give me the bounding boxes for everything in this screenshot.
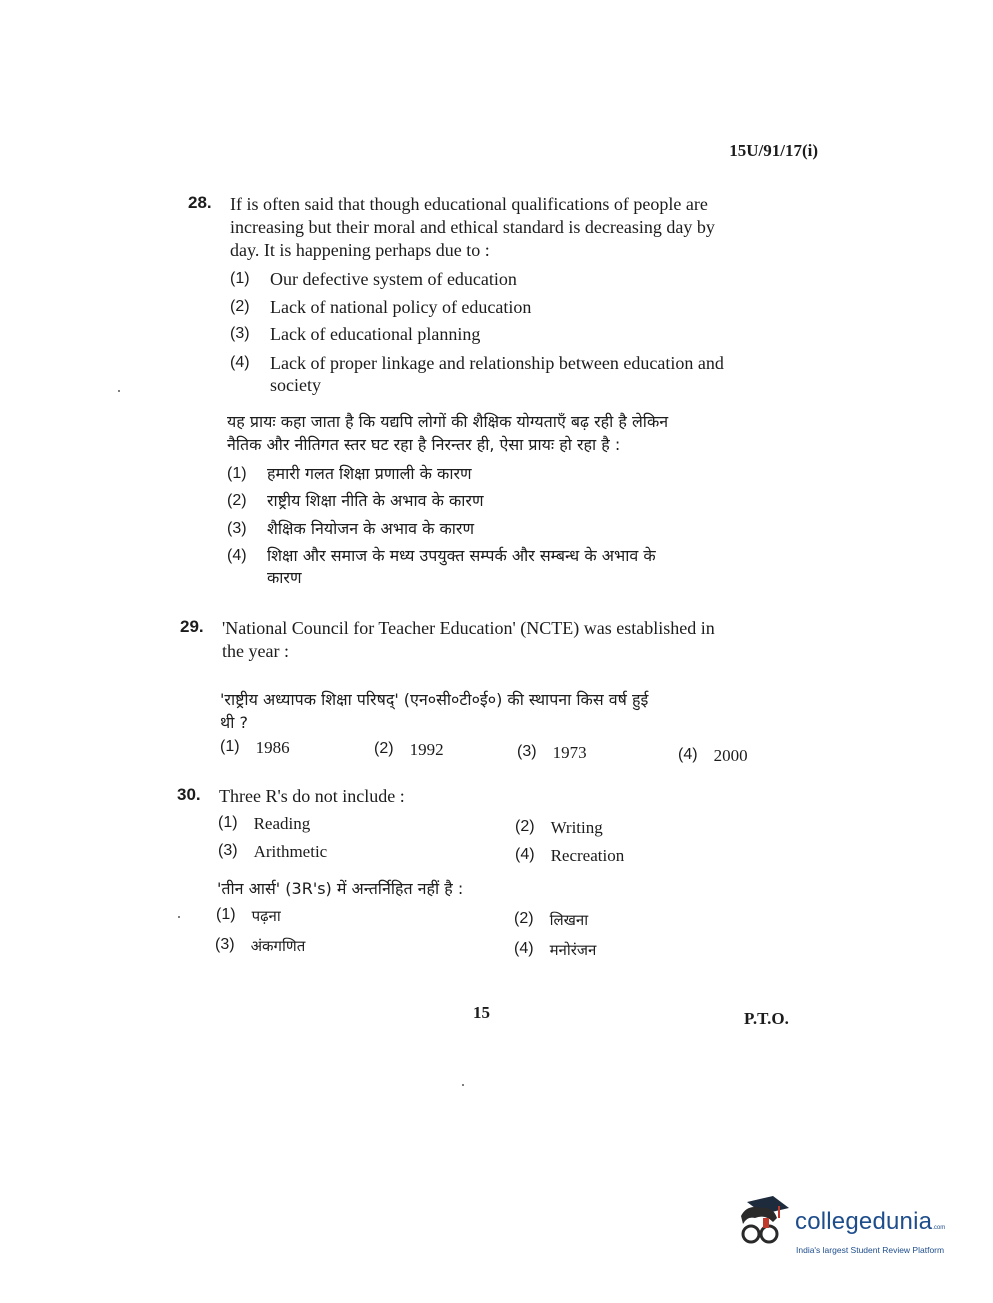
option-text: हमारी गलत शिक्षा प्रणाली के कारण (267, 464, 472, 483)
hindi-option-3 (215, 936, 305, 956)
option-1 (218, 814, 310, 834)
option-1 (220, 738, 290, 758)
option-text: अंकगणित (250, 937, 306, 955)
option-line: शिक्षा और समाज के मध्य उपयुक्त सम्पर्क और सम्बन्ध के अभाव के (267, 546, 656, 565)
hindi-option-1 (227, 463, 472, 485)
scan-speck (118, 390, 120, 392)
paper-code: 15U/91/17(i) (729, 141, 818, 160)
option-text: Lack of educational planning (270, 324, 481, 344)
hindi-option-1 (216, 906, 281, 926)
option-number: (2) (230, 298, 250, 315)
option-number: (2) (515, 818, 535, 835)
question-text (230, 193, 820, 262)
option-number: (4) (678, 746, 698, 763)
option-number: (3) (230, 325, 250, 342)
hindi-line: 'राष्ट्रीय अध्यापक शिक्षा परिषद्' (एन०सी०टी०ई०) की स्थापना किस वर्ष हुई (220, 690, 649, 709)
question-line: the year : (222, 641, 289, 661)
option-number: (1) (216, 906, 236, 923)
page-number: 15 (473, 1003, 490, 1022)
hindi-option-4 (514, 940, 596, 960)
option-text: 1992 (409, 740, 444, 759)
option-number: (4) (514, 940, 534, 957)
option-text: Recreation (550, 846, 625, 865)
option-text: Reading (253, 814, 311, 833)
logo-tagline: India's largest Student Review Platform (796, 1245, 945, 1255)
option-3 (517, 743, 587, 763)
logo-name: collegedunia (795, 1208, 933, 1235)
hindi-option-2 (227, 490, 484, 512)
question-text: Three R's do not include : (219, 786, 405, 806)
hindi-line: थी ? (220, 713, 248, 732)
question-line: day. It is happening perhaps due to : (230, 240, 490, 260)
option-text: शैक्षिक नियोजन के अभाव के कारण (267, 519, 475, 538)
question-line: If is often said that though educational qualifications of people are (230, 194, 708, 214)
option-number: (2) (514, 910, 534, 927)
option-line: Lack of proper linkage and relationship between education and (270, 353, 724, 373)
option-number: (3) (517, 743, 537, 760)
option-line: कारण (267, 568, 302, 587)
question-text-hindi: 'तीन आर्स' (3R's) में अन्तर्निहित नहीं है : (217, 879, 464, 898)
option-line: society (270, 375, 321, 395)
scan-speck (462, 1084, 464, 1086)
question-line: increasing but their moral and ethical standard is decreasing day by (230, 217, 715, 237)
question-number: 28. (188, 193, 212, 212)
option-number: (1) (230, 270, 250, 287)
question-text (222, 617, 817, 663)
option-text (270, 352, 724, 396)
hindi-line: नैतिक और नीतिगत स्तर घट रहा है निरन्तर ही, ऐसा प्रायः हो रहा है : (227, 435, 621, 454)
option-text: Writing (550, 818, 603, 837)
option-text (267, 545, 656, 589)
option-text: Arithmetic (253, 842, 328, 861)
option-2 (230, 296, 531, 318)
option-text: 2000 (713, 746, 748, 765)
question-number: 30. (177, 785, 201, 804)
scan-speck (178, 916, 180, 918)
option-2 (374, 740, 444, 760)
option-1 (230, 268, 517, 290)
option-number: (4) (230, 354, 250, 371)
question-text-hindi (220, 688, 815, 734)
question-text-hindi (227, 410, 817, 456)
pto-label: P.T.O. (744, 1009, 789, 1028)
logo (795, 1208, 945, 1236)
option-text: राष्ट्रीय शिक्षा नीति के अभाव के कारण (267, 491, 484, 510)
option-4 (230, 352, 820, 396)
option-text: 1973 (552, 743, 587, 762)
option-text: 1986 (255, 738, 290, 757)
question-number: 29. (180, 617, 204, 636)
hindi-option-3 (227, 518, 474, 540)
hindi-option-2 (514, 910, 588, 930)
option-4 (515, 846, 624, 866)
option-4 (678, 746, 748, 766)
option-text: Lack of national policy of education (270, 297, 532, 317)
mascot-icon (733, 1196, 793, 1256)
option-number: (1) (220, 738, 240, 755)
option-number: (3) (215, 936, 235, 953)
option-2 (515, 818, 603, 838)
option-number: (4) (227, 547, 247, 564)
option-number: (3) (218, 842, 238, 859)
option-3 (218, 842, 327, 862)
hindi-option-4 (227, 545, 817, 589)
option-3 (230, 323, 480, 345)
option-number: (1) (227, 465, 247, 482)
option-number: (3) (227, 520, 247, 537)
logo-suffix: .com (932, 1225, 946, 1231)
option-text: लिखना (549, 911, 589, 929)
option-text: पढ़ना (251, 907, 281, 925)
option-number: (1) (218, 814, 238, 831)
hindi-line: यह प्रायः कहा जाता है कि यद्यपि लोगों की शैक्षिक योग्यताएँ बढ़ रही है लेकिन (227, 412, 669, 431)
question-line: 'National Council for Teacher Education' (NCTE) was established in (222, 618, 715, 638)
option-text: मनोरंजन (549, 941, 597, 959)
option-number: (2) (374, 740, 394, 757)
option-number: (2) (227, 492, 247, 509)
option-text: Our defective system of education (270, 269, 517, 289)
option-number: (4) (515, 846, 535, 863)
